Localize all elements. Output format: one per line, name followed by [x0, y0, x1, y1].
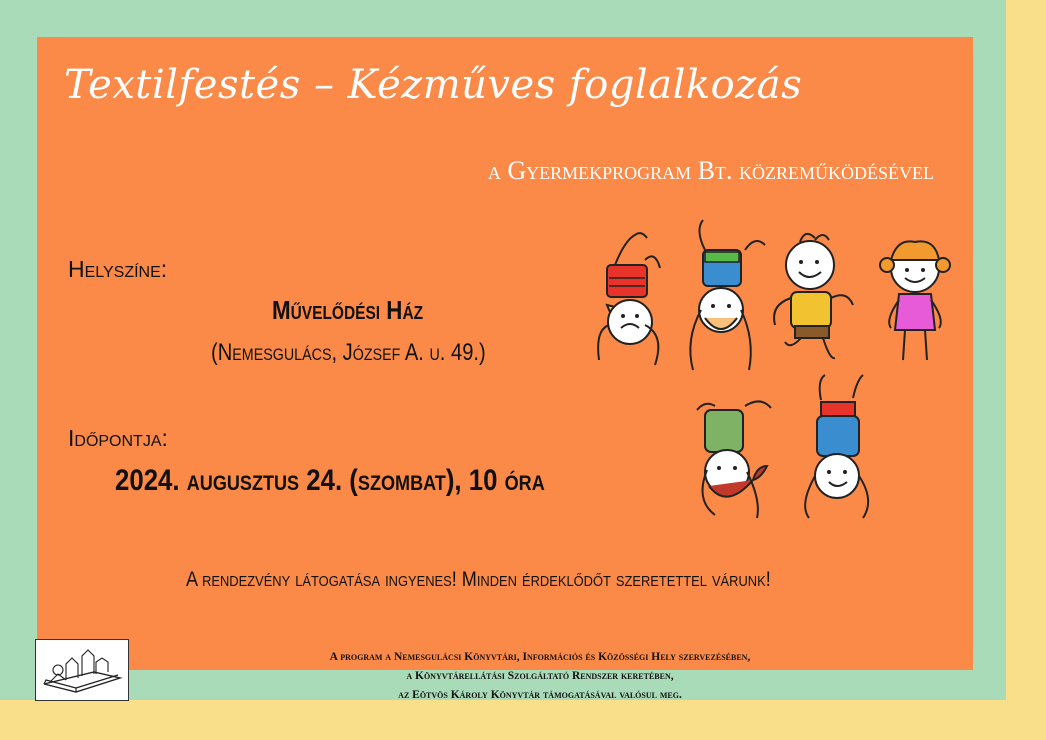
kid-4-figure [880, 241, 950, 360]
kid-1-figure [598, 233, 660, 365]
footer-line-3: az Eötvös Károly Könyvtár támogatásával valósul meg. [398, 689, 682, 701]
kid-5-figure [697, 401, 771, 518]
library-logo [35, 639, 129, 701]
date-value: 2024. augusztus 24. (szombat), 10 óra [115, 464, 545, 497]
kid-6-figure [805, 375, 868, 518]
kid-3-figure [774, 234, 853, 358]
cartoon-children-illustration [585, 210, 965, 530]
library-book-logo-icon [36, 640, 128, 700]
poster-title: Textilfestés – Kézműves foglalkozás [64, 62, 803, 108]
location-address: (Nemesgulács, József A. u. 49.) [211, 339, 486, 366]
location-label: Helyszíne: [68, 256, 168, 282]
footer-line-1: A program a Nemesgulácsi Könyvtári, Információs és Közösségi Hely szervezésében, [329, 651, 751, 663]
free-entry-notice: A rendezvény látogatása ingyenes! Minden érdeklődőt szeretettel várunk! [186, 568, 771, 591]
footer-credits [160, 648, 920, 705]
background-yellow-right [1006, 0, 1046, 740]
poster-subtitle: a Gyermekprogram Bt. közreműködésével [487, 156, 934, 185]
footer-line-2: a Könyvtárellátási Szolgáltató Rendszer keretében, [406, 670, 674, 682]
date-label: Időpontja: [68, 425, 168, 451]
background-yellow-bottom [0, 700, 1046, 740]
kid-2-figure [690, 220, 765, 370]
location-name: Művelődési Ház [272, 295, 424, 325]
